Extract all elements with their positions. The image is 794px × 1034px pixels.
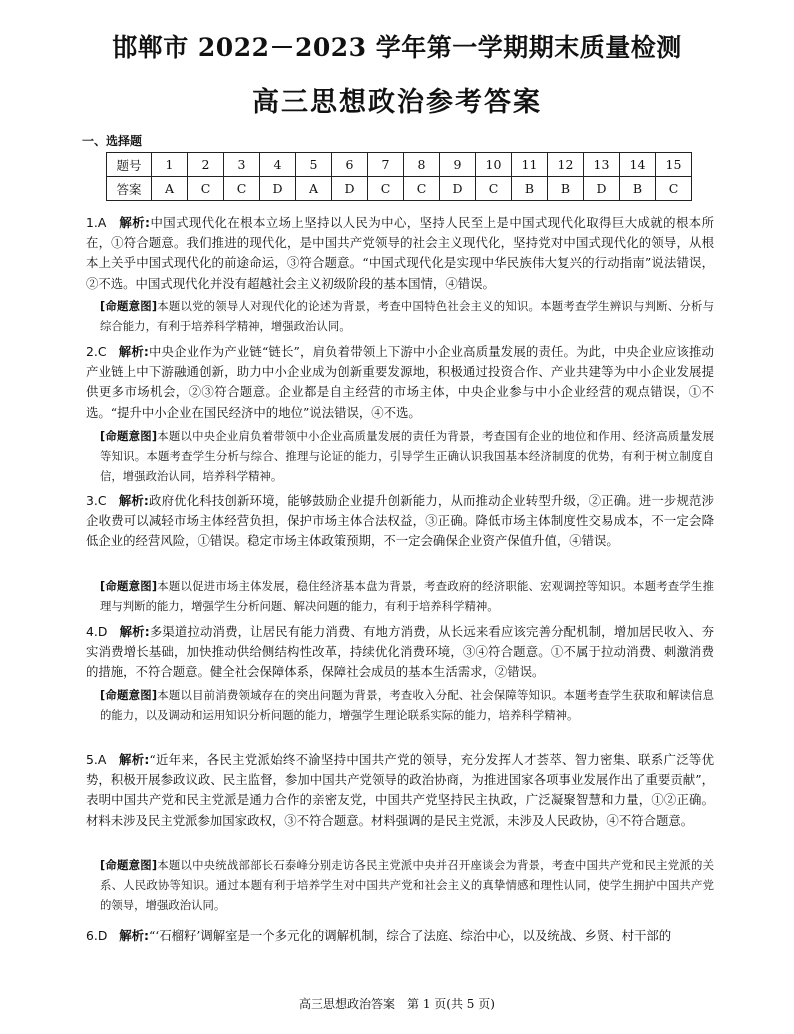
explain-label: 解析: [118,493,149,508]
intent-text: 本题以中央统战部部长石泰峰分别走访各民主党派中央并召开座谈会为背景，考查中国共产党和民主党派的关系、人民政协等知识。通过本题有利于培养学生对中国共产党和社会主义的真挚情感和理性认同，使学生拥护中国共产党的领导，增强政治认同。 [100,858,714,912]
answer-cell: D [332,177,368,201]
question-1-explanation [86,213,714,294]
question-number: 12 [548,153,584,177]
explain-label: 解析: [119,928,149,943]
question-3-intent [100,577,714,617]
intent-label: [命题意图] [100,299,158,313]
intent-text: 本题以目前消费领域存在的突出问题为背景，考查收入分配、社会保障等知识。本题考查学生获取和解读信息的能力，以及调动和运用知识分析问题的能力，增强学生理论联系实际的能力，培养科学精神。 [100,688,714,722]
question-number-label: 2.C [86,344,107,359]
intent-label: [命题意图] [100,429,158,443]
question-4-explanation [86,622,714,683]
question-number: 4 [260,153,296,177]
page-title: 邯郸市 2022－2023 学年第一学期期末质量检测 [112,33,682,62]
answer-cell: C [224,177,260,201]
question-number-label: 1.A [86,215,107,230]
answer-row [107,177,692,201]
question-5-explanation [86,750,714,831]
page-subtitle: 高三思想政治参考答案 [252,87,542,118]
intent-label: [命题意图] [100,858,158,872]
answer-cell: B [620,177,656,201]
explanation-text: 中国式现代化在根本立场上坚持以人民为中心，坚持人民至上是中国式现代化取得巨大成就的根本所在，①符合题意。我们推进的现代化，是中国共产党领导的社会主义现代化，坚持党对中国式现代化的领导，从根本上关乎中国式现代化的前途命运，③符合题意。“中国式现代化是实现中华民族伟大复兴的行动指南”说法错误，②不选。中国式现代化并没有超越社会主义初级阶段的基本国情，④错误。 [86,215,714,291]
question-number-row [107,153,692,177]
question-number: 15 [656,153,692,177]
explanation-text: 政府优化科技创新环境，能够鼓励企业提升创新能力，从而推动企业转型升级，②正确。进一步规范涉企收费可以减轻市场主体经营负担，保护市场主体合法权益，③正确。降低市场主体制度性交易成本，不一定会降低企业的经营风险，①错误。稳定市场主体政策预期，不一定会确保企业资产保值升值，④错误。 [86,493,714,549]
question-number: 9 [440,153,476,177]
explain-label: 解析: [119,624,150,639]
answer-cell: C [188,177,224,201]
question-number: 1 [152,153,188,177]
intent-text: 本题以促进市场主体发展，稳住经济基本盘为背景，考查政府的经济职能、宏观调控等知识。本题考查学生推理与判断的能力，增强学生分析问题、解决问题的能力，有利于培养科学精神。 [100,579,714,613]
question-5-intent [100,856,714,915]
answer-cell: C [404,177,440,201]
intent-label: [命题意图] [100,688,158,702]
answer-cell: C [656,177,692,201]
answer-cell: D [584,177,620,201]
answer-cell: C [368,177,404,201]
question-number: 5 [296,153,332,177]
question-number-label: 3.C [86,493,107,508]
question-2-intent [100,427,714,486]
intent-label: [命题意图] [100,579,158,593]
answer-cell: A [296,177,332,201]
answer-cell: B [512,177,548,201]
question-number-label: 6.D [86,928,108,943]
answer-cell: D [440,177,476,201]
page-footer: 高三思想政治答案 第 1 页(共 5 页) [299,997,495,1011]
question-number: 13 [584,153,620,177]
answer-cell: A [152,177,188,201]
explanation-text: “近年来，各民主党派始终不渝坚持中国共产党的领导，充分发挥人才荟萃、智力密集、联系广泛等优势，积极开展参政议政、民主监督，参加中国共产党领导的政治协商，为推进国家各项事业发展作出了重要贡献”，表明中国共产党和民主党派是通力合作的亲密友党，中国共产党坚持民主执政，广泛凝聚智慧和力量，①②正确。材料未涉及民主党派参加国家政权，③不符合题意。材料强调的是民主党派，未涉及人民政协，④不符合题意。 [86,752,714,828]
question-6-explanation [86,926,714,946]
question-number: 14 [620,153,656,177]
question-number: 11 [512,153,548,177]
question-number-label: 5.A [86,752,107,767]
answer-cell: D [260,177,296,201]
section-heading: 一、选择题 [82,134,143,148]
explanation-text: “‘石榴籽’调解室是一个多元化的调解机制，综合了法庭、综治中心，以及统战、乡贤、村干部的 [148,928,672,943]
intent-text: 本题以中央企业肩负着带领中小企业高质量发展的责任为背景，考查国有企业的地位和作用、经济高质量发展等知识。本题考查学生分析与综合、推理与论证的能力，引导学生正确认识我国基本经济制度的优势，有利于树立制度自信，增强政治认同，培养科学精神。 [100,429,714,483]
row-label-number: 题号 [107,153,152,177]
question-4-intent [100,686,714,726]
question-number: 6 [332,153,368,177]
question-number: 10 [476,153,512,177]
answer-table [106,152,692,201]
answer-cell: B [548,177,584,201]
answer-cell: C [476,177,512,201]
question-3-explanation [86,491,714,552]
question-number: 3 [224,153,260,177]
question-number: 8 [404,153,440,177]
explain-label: 解析: [118,344,149,359]
intent-text: 本题以党的领导人对现代化的论述为背景，考查中国特色社会主义的知识。本题考查学生辨识与判断、分析与综合能力，有利于培养科学精神，增强政治认同。 [100,299,714,333]
explain-label: 解析: [119,215,151,230]
explain-label: 解析: [119,752,150,767]
question-1-intent [100,297,714,337]
question-number-label: 4.D [86,624,108,639]
explanation-text: 多渠道拉动消费，让居民有能力消费、有地方消费，从长远来看应该完善分配机制，增加居民收入、夯实消费增长基础，加快推动供给侧结构性改革，持续优化消费环境，③④符合题意。①不属于拉动消费、刺激消费的措施，不符合题意。健全社会保障体系，保障社会成员的基本生活需求，②错误。 [86,624,714,680]
question-number: 2 [188,153,224,177]
row-label-answer: 答案 [107,177,152,201]
question-2-explanation [86,342,714,423]
question-number: 7 [368,153,404,177]
explanation-text: 中央企业作为产业链“链长”，肩负着带领上下游中小企业高质量发展的责任。为此，中央企业应该推动产业链上中下游融通创新，助力中小企业成为创新重要发源地，积极通过投资合作、产业共建等为中小企业发展提供更多市场机会，②③符合题意。企业都是自主经营的市场主体，中央企业参与中小企业经营的观点错误，①不选。“提升中小企业在国民经济中的地位”说法错误，④不选。 [86,344,714,420]
